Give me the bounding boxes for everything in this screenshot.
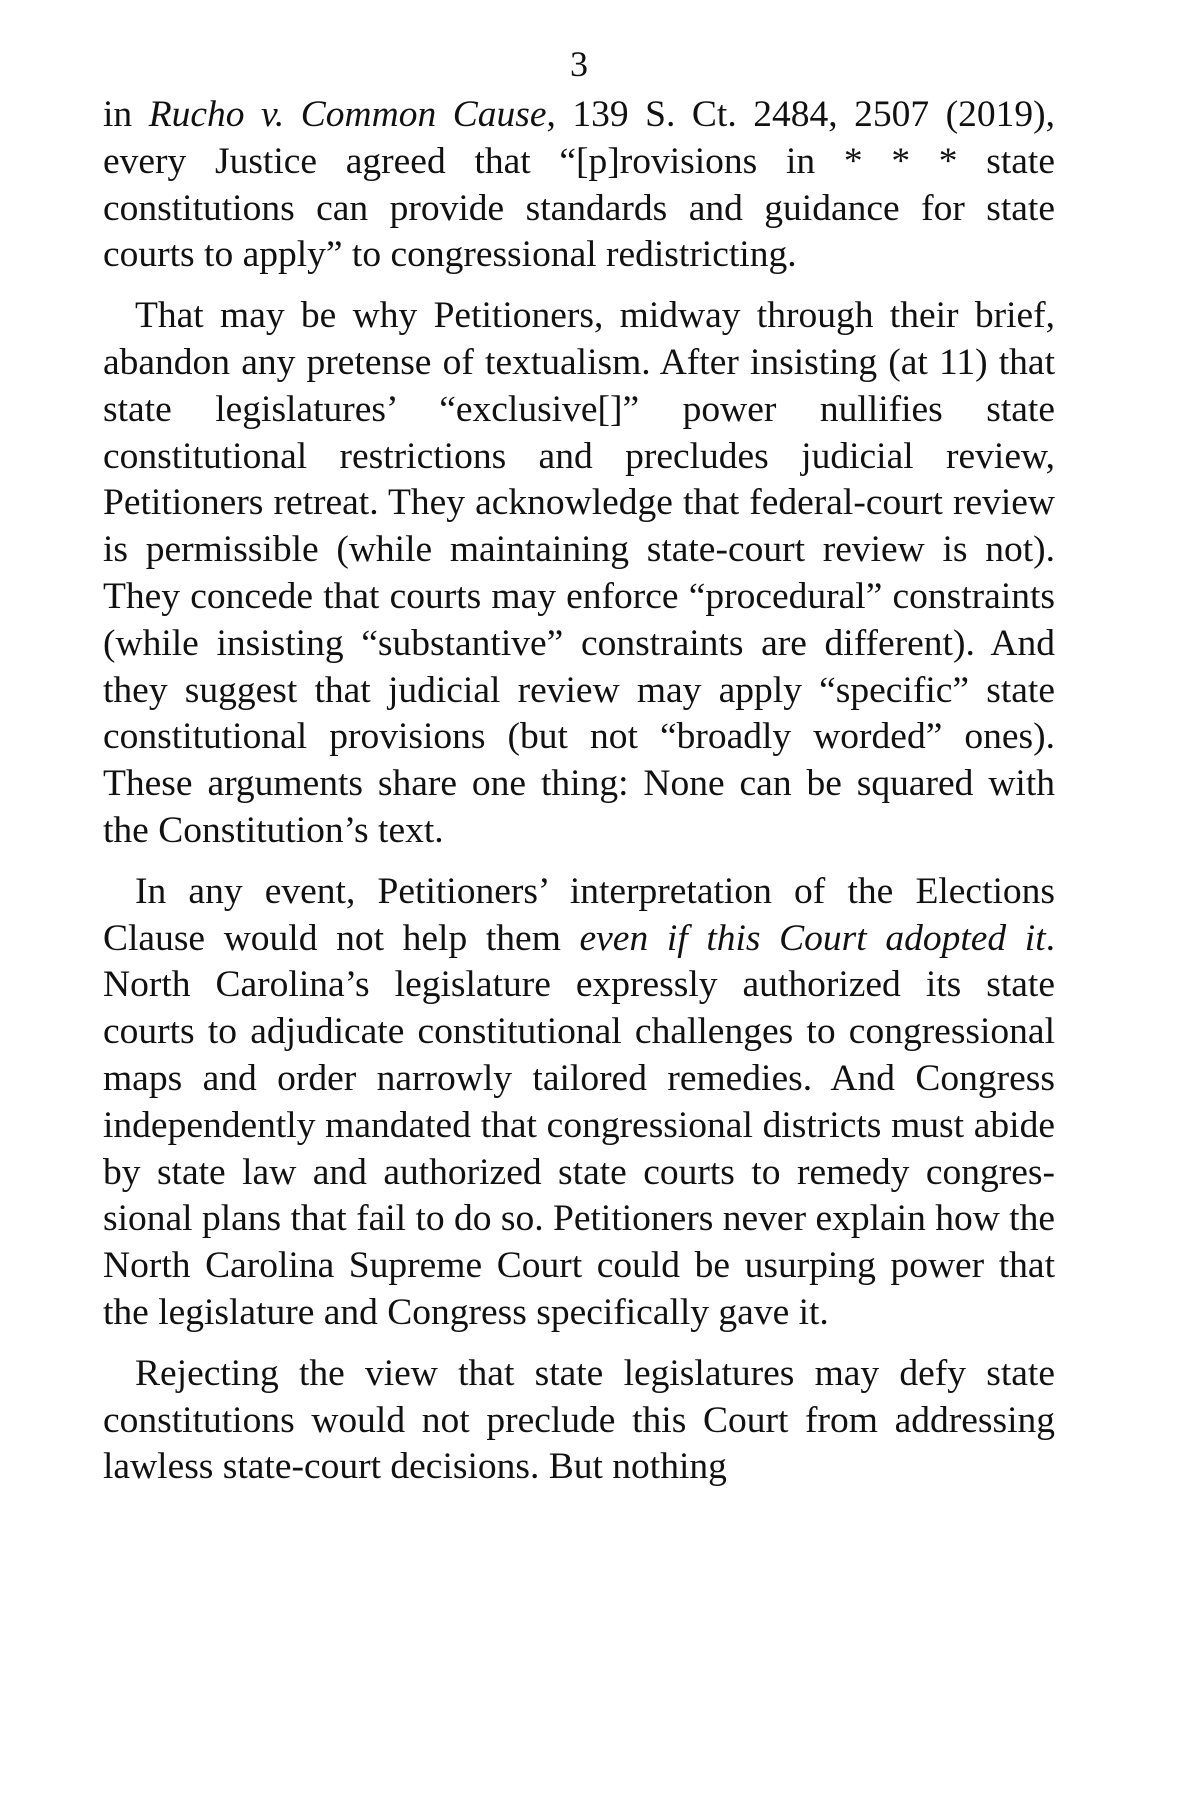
text-run: . North Carolina’s legislature expressly authorized its state courts to adjudicate constitutional challenges to congressional maps and order narrowly tailored remedies. And Congress independently mandated that congressional districts must abide by state law and authorized state courts to remedy congressional plans that fail to do so. Petitioners never explain how the North Carolina Supreme Court could be usurping power that the legislature and Congress specifically gave it. [103,917,1055,1333]
document-page [103,40,1055,1491]
text-run: , 139 S. Ct. 2484, 2507 (2019), every Justice agreed that “[p]rovisions in * * * state constitutions can provide standards and guidance for state courts to apply” to congressional redistricting. [103,94,1056,276]
text-run: That may be why Petitioners, midway through their brief, abandon any pretense of textualism. After insisting (at 11) that state legislatures’ “exclusive[]” power nullifies state constitutional restrictions and precludes judicial review, Petitioners retreat. They acknowledge that federal-court review is permissible (while maintaining state-court review is not). They concede that courts may enforce “procedural” constraints (while insisting “substantive” constraints are different). And they suggest that judicial review may apply “specific” state constitutional provisions (but not “broadly worded” ones). These arguments share one thing: None can be squared with the Constitution’s text. [103,295,1055,851]
paragraph-any-event [103,869,1055,1337]
paragraph-continuation [103,92,1055,279]
paragraph-rejecting [103,1351,1055,1491]
text-run: Rejecting the view that state legislatures may defy state constitutions would not preclude this Court from addressing lawless state-court decisions. But nothing [103,1352,1055,1488]
text-run: in [103,94,149,135]
emphasis-italic: even if this Court adopted it [579,917,1046,959]
case-name-italic: Rucho v. Common Cause [148,94,547,135]
page-number: 3 [570,44,588,84]
paragraph-textualism [103,293,1055,855]
text-run: In any event, Petitioners’ interpretation of the Elections Clause would not help them [103,870,1055,959]
body-text [103,92,1055,1491]
